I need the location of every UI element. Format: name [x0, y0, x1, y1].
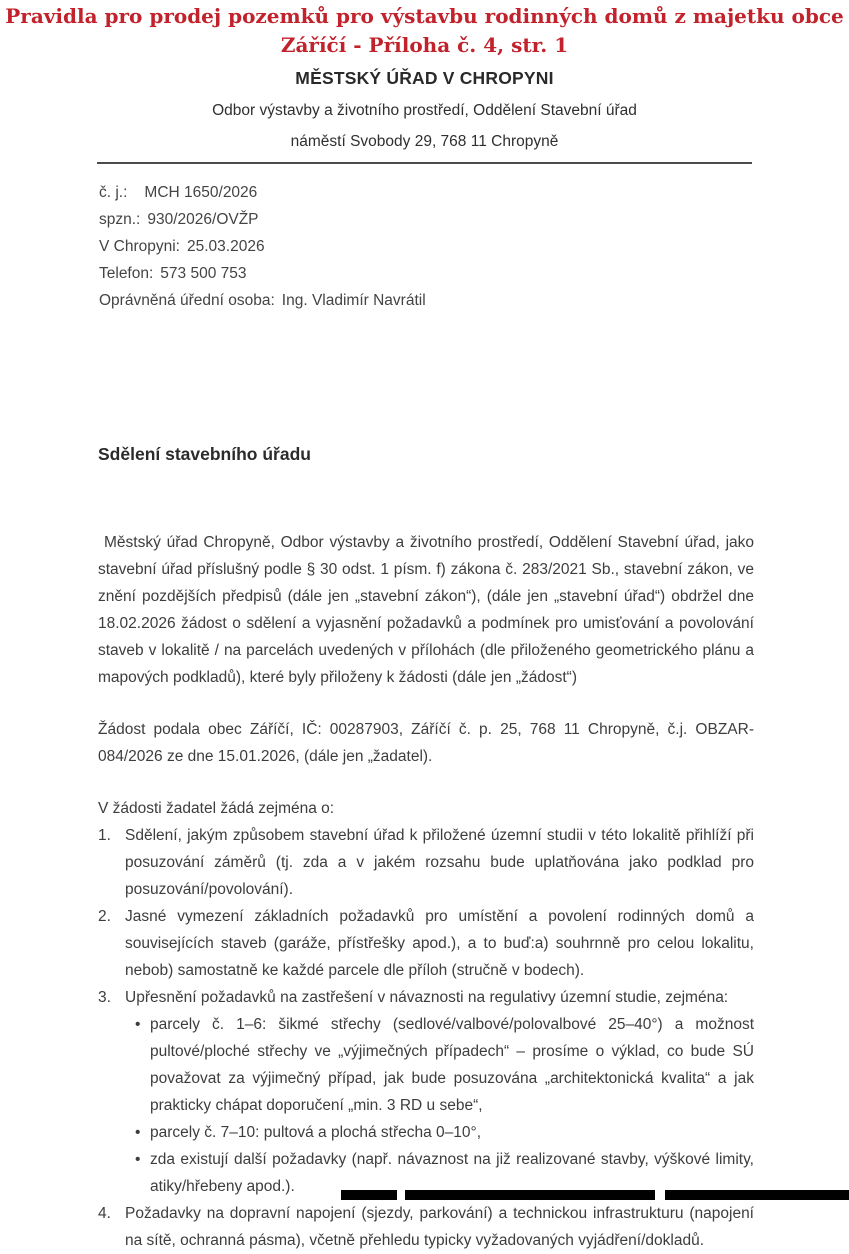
document-body	[98, 529, 754, 1254]
list-intro: V žádosti žadatel žádá zejména o:	[98, 800, 335, 817]
date-label: V Chropyni:	[99, 238, 180, 255]
ref-number-label: č. j.:	[99, 184, 128, 201]
paragraph-intro: Městský úřad Chropyně, Odbor výstavby a životního prostředí, Oddělení Stavební úřad, jako stavební úřad příslušný podle § 30 odst. 1 písm. f) zákona č. 283/2021 Sb., stavební zákon, ve znění pozdějších předpisů (dále jen „stavební zákon“), (dále jen „stavební úřad“) obdržel dne 18.02.2026 žádost o sdělení a vyjasnění požadavků a podmínek pro umisťování a povolování staveb v lokalitě / na parcelách uvedených v přílohách (dle přiloženého geometrického plánu a mapových podkladů), které byly přiloženy k žádosti (dále jen „žádost“)	[98, 534, 754, 686]
list-item-1	[98, 822, 754, 903]
sub-bullet-2-text: parcely č. 7–10: pultová a plochá střecha 0–10°,	[150, 1124, 482, 1141]
reference-block	[99, 179, 426, 314]
letterhead	[0, 68, 849, 151]
list-item-1-number: 1.	[98, 827, 111, 844]
scan-artifact-bar	[665, 1190, 849, 1200]
date-row	[99, 233, 426, 260]
list-item-1-text: Sdělení, jakým způsobem stavební úřad k přiložené územní studii v této lokalitě přihlíží při posuzování záměrů (tj. zda a v jakém rozsahu bude uplatňována jako podklad pro posuzování/povolování).	[125, 827, 754, 898]
paragraph-applicant: Žádost podala obec Záříčí, IČ: 00287903, Záříčí č. p. 25, 768 11 Chropyně, č.j. OBZAR-084/2026 ze dne 15.01.2026, (dále jen „žadatel).	[98, 721, 754, 765]
sub-bullet-1	[125, 1011, 754, 1119]
sub-bullet-3-text: zda existují další požadavky (např. návaznost na již realizované stavby, výškové limity, atiky/hřebeny apod.).	[150, 1151, 754, 1195]
official-person-row	[99, 287, 426, 314]
bullet-icon: •	[135, 1151, 141, 1168]
sub-bullet-2	[125, 1119, 754, 1146]
page-title	[0, 2, 849, 60]
list-item-4	[98, 1200, 754, 1254]
phone-label: Telefon:	[99, 265, 154, 282]
bullet-icon: •	[135, 1016, 141, 1033]
office-address: náměstí Svobody 29, 768 11 Chropyně	[290, 133, 559, 150]
section-heading: Sdělení stavebního úřadu	[98, 444, 311, 464]
file-number-value: 930/2026/OVŽP	[147, 211, 259, 228]
list-item-3	[98, 984, 754, 1011]
scan-artifact-bar	[405, 1190, 655, 1200]
list-item-2-text: Jasné vymezení základních požadavků pro umístění a povolení rodinných domů a souvisejících staveb (garáže, přístřešky apod.), a to buď:a) souhrnně pro celou lokalitu, nebob) samostatně ke každé parcele dle příloh (stručně v bodech).	[125, 908, 754, 979]
ref-number-row	[99, 179, 426, 206]
file-number-row	[99, 206, 426, 233]
scan-artifact-bar	[341, 1190, 397, 1200]
phone-row	[99, 260, 426, 287]
letterhead-divider	[97, 162, 752, 164]
list-item-2-number: 2.	[98, 908, 111, 925]
date-value: 25.03.2026	[186, 238, 265, 255]
sub-bullet-1-text: parcely č. 1–6: šikmé střechy (sedlové/valbové/polovalbové 25–40°) a možnost pultové/ploché střechy ve „výjimečných případech“ – prosíme o výklad, co bude SÚ považovat za výjimečný případ, jak bude posuzována „architektonická kvalita“ a jak prakticky chápat doporučení „min. 3 RD u sebe“,	[150, 1016, 754, 1114]
office-name: MĚSTSKÝ ÚŘAD V CHROPYNI	[295, 68, 554, 88]
page-title-line1: Pravidla pro prodej pozemků pro výstavbu rodinných domů z majetku obce	[5, 4, 844, 28]
list-item-4-number: 4.	[98, 1205, 111, 1222]
office-department: Odbor výstavby a životního prostředí, Oddělení Stavební úřad	[212, 102, 637, 119]
official-person-label: Oprávněná úřední osoba:	[99, 292, 275, 309]
official-person-value: Ing. Vladimír Navrátil	[281, 292, 426, 309]
list-item-3-text: Upřesnění požadavků na zastřešení v návaznosti na regulativy územní studie, zejména:	[125, 989, 729, 1006]
list-item-3-number: 3.	[98, 989, 111, 1006]
list-item-2	[98, 903, 754, 984]
phone-value: 573 500 753	[160, 265, 247, 282]
bullet-icon: •	[135, 1124, 141, 1141]
page-title-line2: Záříčí - Příloha č. 4, str. 1	[280, 33, 569, 57]
list-item-4-text: Požadavky na dopravní napojení (sjezdy, parkování) a technickou infrastrukturu (napojení na sítě, ochranná pásma), včetně přehledu typicky vyžadovaných vyjádření/dokladů.	[125, 1205, 754, 1249]
ref-number-value: MCH 1650/2026	[144, 184, 258, 201]
file-number-label: spzn.:	[99, 211, 141, 228]
